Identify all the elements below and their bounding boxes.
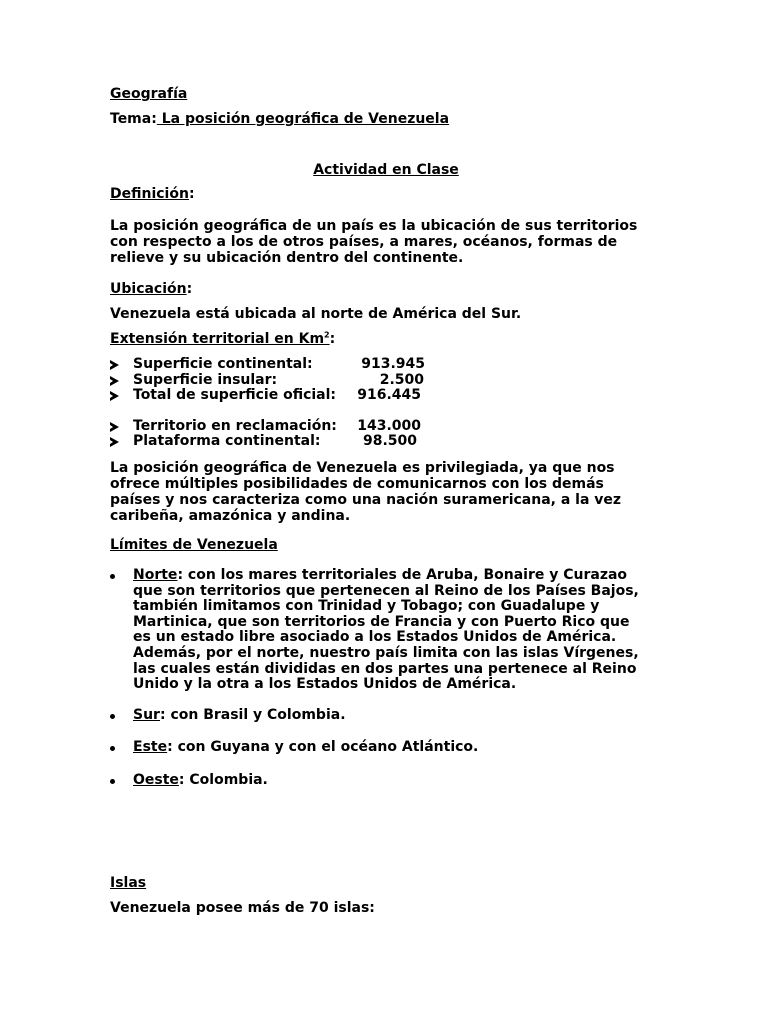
arrow-bullet-icon — [110, 422, 119, 432]
arrow-bullet-icon — [110, 391, 119, 401]
limit-text: : con Brasil y Colombia. — [159, 707, 346, 723]
limit-label: Oeste — [133, 772, 179, 788]
privileged-line: La posición geográfica de Venezuela es privilegiada, ya que nos — [110, 460, 615, 476]
extension-item-value: 143.000 — [357, 418, 421, 434]
limit-item-oeste — [133, 773, 673, 789]
limit-item-sur — [133, 708, 673, 724]
bullet-dot-icon — [110, 714, 115, 719]
extension-heading-line — [110, 331, 335, 347]
arrow-bullet-icon — [110, 360, 119, 370]
limit-item-norte — [133, 568, 673, 693]
definition-heading: Definición — [110, 186, 189, 202]
extension-item-value: 916.445 — [357, 387, 421, 403]
topic-line — [110, 111, 449, 127]
limit-text: es un estado libre asociado a los Estados Unidos de América. — [133, 629, 617, 646]
privileged-line: países y nos caracteriza como una nación suramericana, a la vez — [110, 492, 622, 508]
extension-item-value: 913.945 — [361, 356, 425, 372]
islands-text: Venezuela posee más de 70 islas: — [110, 900, 375, 916]
topic-label: Tema: — [110, 111, 157, 127]
location-heading: Ubicación — [110, 281, 187, 297]
limits-heading: Límites de Venezuela — [110, 537, 278, 553]
definition-heading-line — [110, 186, 195, 202]
limit-text: Martinica, que son territorios de Francia y con Puerto Rico que — [133, 613, 630, 630]
location-heading-line — [110, 281, 192, 297]
limit-text: que son territorios que pertenecen al Reino de los Países Bajos, — [133, 582, 639, 599]
limit-text: : con los mares territoriales de Aruba, Bonaire y Curazao — [177, 567, 628, 583]
location-text: Venezuela está ubicada al norte de América del Sur. — [110, 306, 522, 322]
definition-colon: : — [188, 186, 195, 202]
extension-item-label: Superficie insular: — [133, 372, 278, 388]
limit-text: : Colombia. — [178, 772, 268, 788]
limit-text: Unido y la otra a los Estados Unidos de América. — [133, 676, 517, 693]
activity-title: Actividad en Clase — [313, 162, 459, 178]
extension-item-value: 2.500 — [379, 372, 424, 388]
extension-item-label: Plataforma continental: — [133, 433, 321, 449]
arrow-bullet-icon — [110, 376, 119, 386]
extension-item-value: 98.500 — [362, 433, 417, 449]
extension-item-label: Superficie continental: — [133, 356, 313, 372]
definition-paragraph — [110, 218, 650, 266]
location-colon: : — [186, 281, 193, 297]
privileged-line: ofrece múltiples posibilidades de comunicarnos con los demás — [110, 476, 604, 492]
limit-text: también limitamos con Trinidad y Tobago; con Guadalupe y — [133, 598, 600, 615]
bullet-dot-icon — [110, 746, 115, 751]
limit-text: Además, por el norte, nuestro país limita con las islas Vírgenes, — [133, 644, 639, 661]
limit-label: Norte — [133, 567, 178, 583]
topic-title: La posición geográfica de Venezuela — [156, 111, 450, 127]
bullet-dot-icon — [110, 574, 115, 579]
extension-item-label: Total de superficie oficial: — [133, 387, 337, 403]
definition-line: La posición geográfica de un país es la ubicación de sus territorios — [110, 218, 638, 234]
limit-item-este — [133, 740, 673, 756]
limit-label: Sur — [133, 707, 160, 723]
limit-text: : con Guyana y con el océano Atlántico. — [167, 739, 479, 755]
bullet-dot-icon — [110, 779, 115, 784]
privileged-paragraph — [110, 460, 650, 524]
islands-heading: Islas — [110, 875, 147, 891]
privileged-line: caribeña, amazónica y andina. — [110, 508, 351, 524]
definition-line: relieve y su ubicación dentro del continente. — [110, 250, 464, 266]
definition-line: con respecto a los de otros países, a mares, océanos, formas de — [110, 234, 618, 250]
extension-item-label: Territorio en reclamación: — [133, 418, 337, 434]
subject-heading: Geografía — [110, 86, 188, 102]
extension-colon: : — [329, 331, 336, 347]
limit-label: Este — [133, 739, 168, 755]
extension-heading: Extensión territorial en Km$^2$ — [110, 330, 330, 347]
arrow-bullet-icon — [110, 437, 119, 447]
limit-text: las cuales están divididas en dos partes una pertenece al Reino — [133, 660, 637, 677]
superscript-2: 2 — [324, 330, 330, 340]
